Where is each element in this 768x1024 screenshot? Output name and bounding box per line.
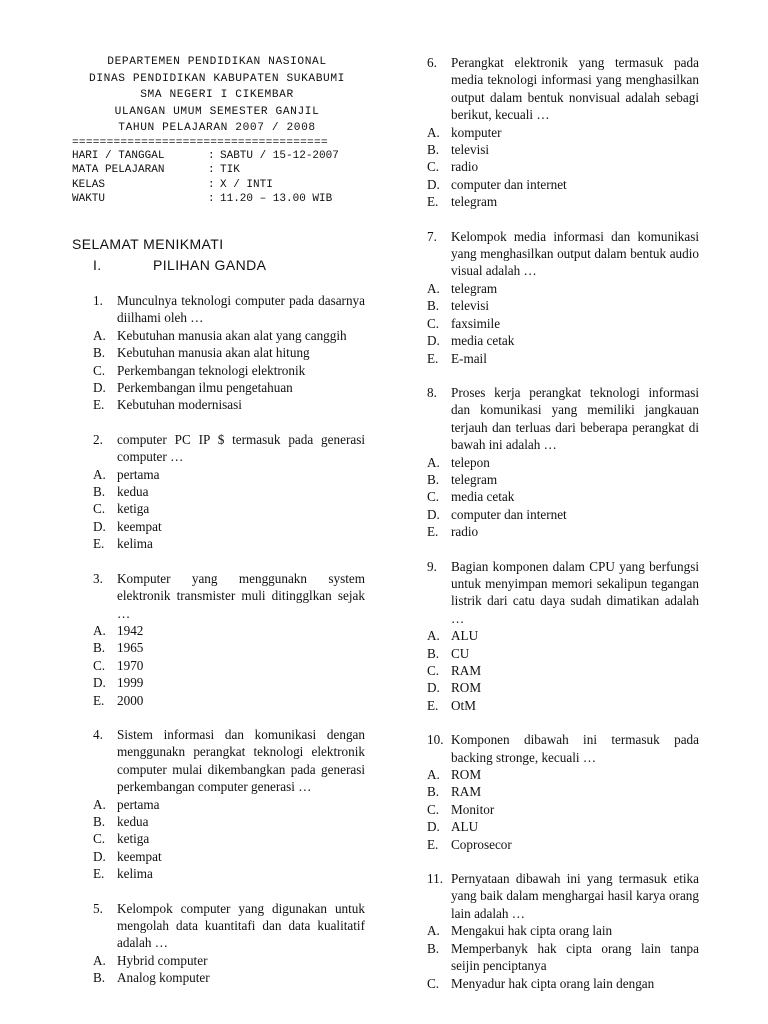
answer-option	[427, 836, 699, 853]
answer-option	[427, 315, 699, 332]
option-text: Perkembangan teknologi elektronik	[117, 362, 306, 378]
answer-option	[427, 124, 699, 141]
question-stem	[427, 228, 699, 280]
question-stem	[427, 558, 699, 628]
info-colon: :	[208, 178, 215, 191]
answer-option	[427, 297, 699, 314]
answer-option	[93, 848, 365, 865]
info-value: TIK	[220, 164, 240, 176]
option-letter: B.	[93, 345, 106, 361]
option-letter: D.	[93, 380, 106, 396]
option-text: computer dan internet	[451, 506, 567, 522]
answer-option	[93, 327, 365, 344]
answer-option	[93, 483, 365, 500]
answer-option	[427, 332, 699, 349]
answer-option	[427, 506, 699, 523]
option-text: ketiga	[117, 501, 150, 517]
question-item	[427, 558, 699, 715]
option-text: telegram	[451, 471, 498, 487]
option-text: Analog komputer	[117, 970, 210, 986]
question-stem	[427, 731, 699, 766]
info-row-subject	[72, 163, 362, 178]
question-stem	[93, 570, 365, 622]
answer-option	[93, 952, 365, 969]
option-text: kelima	[117, 866, 153, 882]
option-text: Kebutuhan manusia akan alat yang canggih	[117, 327, 347, 343]
answer-option	[427, 176, 699, 193]
option-letter: A.	[93, 952, 106, 968]
question-number: 2.	[93, 431, 103, 447]
answer-option	[427, 801, 699, 818]
answer-option	[427, 350, 699, 367]
option-text: 1965	[117, 640, 144, 656]
option-text: computer dan internet	[451, 176, 567, 192]
header-line: DEPARTEMEN PENDIDIKAN NASIONAL	[107, 56, 327, 68]
answer-option	[427, 471, 699, 488]
section-title: PILIHAN GANDA	[153, 257, 267, 273]
option-text: televisi	[451, 142, 490, 158]
exam-header	[72, 54, 362, 207]
option-letter: D.	[427, 819, 440, 835]
option-text: 1942	[117, 622, 144, 638]
question-item	[427, 731, 699, 853]
section-number: I.	[93, 257, 102, 273]
answer-option	[93, 500, 365, 517]
question-number: 5.	[93, 900, 103, 916]
option-text: 1970	[117, 657, 144, 673]
option-letter: B.	[427, 645, 440, 661]
question-item	[93, 900, 365, 987]
option-text: telepon	[451, 454, 490, 470]
question-item	[427, 228, 699, 367]
info-label: MATA PELAJARAN	[72, 164, 165, 176]
option-letter: E.	[427, 697, 439, 713]
option-text: radio	[451, 159, 479, 175]
answer-option	[93, 657, 365, 674]
option-text: Mengakui hak cipta orang lain	[451, 923, 613, 939]
info-row-time	[72, 192, 362, 207]
answer-option	[93, 466, 365, 483]
option-letter: A.	[93, 622, 106, 638]
option-text: ketiga	[117, 831, 150, 847]
option-text: pertama	[117, 466, 160, 482]
question-text: Kelompok computer yang digunakan untuk mengolah data kuantitafi dan data kualitatif adalah …	[117, 900, 365, 951]
option-text: E-mail	[451, 350, 487, 366]
question-text: Komponen dibawah ini termasuk pada backing stronge, kecuali …	[451, 732, 699, 765]
option-text: Perkembangan ilmu pengetahuan	[117, 380, 293, 396]
answer-option	[427, 766, 699, 783]
option-text: RAM	[451, 784, 482, 800]
answer-option	[427, 280, 699, 297]
option-text: pertama	[117, 796, 160, 812]
option-letter: B.	[93, 484, 106, 500]
option-text: keempat	[117, 518, 162, 534]
info-value: 11.20 – 13.00 WIB	[220, 193, 333, 205]
info-colon: :	[208, 164, 215, 176]
option-letter: A.	[93, 796, 106, 812]
option-letter: D.	[427, 680, 440, 696]
option-text: ROM	[451, 767, 482, 783]
option-text: radio	[451, 524, 479, 540]
answer-option	[93, 692, 365, 709]
option-text: televisi	[451, 298, 490, 314]
question-stem	[93, 726, 365, 796]
questions-column-right	[427, 54, 699, 1009]
info-value: X / INTI	[220, 178, 273, 191]
option-letter: B.	[93, 970, 106, 986]
answer-option	[427, 488, 699, 505]
answer-option	[93, 344, 365, 361]
option-text: media cetak	[451, 489, 515, 505]
answer-option	[427, 679, 699, 696]
option-letter: C.	[427, 975, 440, 991]
option-letter: A.	[93, 466, 106, 482]
info-value: SABTU / 15-12-2007	[220, 149, 339, 162]
answer-option	[427, 662, 699, 679]
question-text: Komputer yang menggunakn system elektronik transmister muli ditingglkan sejak …	[117, 570, 365, 621]
option-letter: D.	[93, 848, 106, 864]
option-letter: A.	[427, 454, 440, 470]
question-item	[427, 870, 699, 992]
option-letter: E.	[93, 536, 105, 552]
option-letter: E.	[427, 350, 439, 366]
option-text: ALU	[451, 628, 479, 644]
header-divider: =====================================	[72, 136, 328, 149]
question-text: computer PC IP $ termasuk pada generasi computer …	[117, 431, 365, 465]
question-stem	[427, 870, 699, 922]
answer-option	[93, 396, 365, 413]
answer-option	[427, 193, 699, 210]
info-label: WAKTU	[72, 193, 106, 205]
question-number: 11.	[427, 871, 443, 887]
option-text: RAM	[451, 663, 482, 678]
info-row-class	[72, 178, 362, 193]
answer-option	[427, 158, 699, 175]
question-number: 1.	[93, 293, 103, 308]
option-text: Memperbanyk hak cipta orang lain tanpa seijin penciptanya	[451, 940, 699, 974]
greeting-text: SELAMAT MENIKMATI	[72, 236, 224, 252]
option-letter: C.	[427, 663, 440, 678]
option-text: ROM	[451, 680, 482, 696]
question-item	[93, 292, 365, 414]
option-letter: A.	[427, 767, 440, 783]
answer-option	[427, 523, 699, 540]
option-letter: E.	[93, 866, 105, 882]
question-text: Sistem informasi dan komunikasi dengan menggunakn perangkat teknologi elektronik computer mulai dikembangkan pada generasi perkembangan computer generasi …	[117, 726, 365, 795]
question-text: Pernyataan dibawah ini yang termasuk etika yang baik dalam menghargai hasil karya orang lain adalah …	[451, 871, 699, 921]
answer-option	[427, 975, 699, 992]
question-number: 7.	[427, 228, 437, 244]
option-letter: E.	[427, 194, 439, 210]
header-line: SMA NEGERI I CIKEMBAR	[140, 89, 294, 101]
answer-option	[427, 818, 699, 835]
question-text: Munculnya teknologi computer pada dasarnya diilhami oleh …	[117, 293, 365, 326]
question-stem	[93, 292, 365, 327]
question-stem	[93, 900, 365, 952]
option-text: telegram	[451, 280, 498, 296]
option-text: 1999	[117, 675, 144, 691]
question-number: 10.	[427, 732, 444, 748]
answer-option	[93, 639, 365, 656]
question-number: 8.	[427, 384, 437, 400]
option-letter: E.	[427, 836, 439, 852]
info-label: KELAS	[72, 178, 106, 191]
answer-option	[427, 141, 699, 158]
info-row-day-date	[72, 149, 362, 164]
answer-option	[93, 865, 365, 882]
option-letter: C.	[93, 362, 106, 378]
option-text: komputer	[451, 124, 502, 140]
question-item	[427, 54, 699, 211]
option-text: Kebutuhan manusia akan alat hitung	[117, 345, 310, 361]
question-stem	[427, 384, 699, 454]
header-line: TAHUN PELAJARAN 2007 / 2008	[118, 122, 316, 134]
option-letter: D.	[427, 176, 440, 192]
option-letter: B.	[427, 298, 440, 314]
option-text: Coprosecor	[451, 836, 512, 852]
option-letter: E.	[427, 524, 439, 540]
answer-option	[93, 535, 365, 552]
option-text: 2000	[117, 692, 144, 708]
option-letter: C.	[427, 801, 440, 817]
option-text: faxsimile	[451, 315, 501, 331]
question-text: Bagian komponen dalam CPU yang berfungsi untuk menyimpan memori sekalipun tegangan listrik dari catu daya sudah dimatikan adalah …	[451, 558, 699, 626]
question-item	[93, 726, 365, 883]
option-text: media cetak	[451, 333, 515, 349]
question-text: Perangkat elektronik yang termasuk pada media teknologi informasi yang menghasilkan output dalam bentuk nonvisual adalah sebagi berikut, kecuali …	[451, 55, 699, 123]
option-text: ALU	[451, 819, 479, 835]
option-text: CU	[451, 645, 470, 661]
option-letter: D.	[93, 675, 106, 691]
answer-option	[427, 645, 699, 662]
question-item	[93, 570, 365, 709]
option-letter: A.	[93, 327, 106, 343]
option-text: kedua	[117, 484, 149, 500]
option-letter: B.	[427, 940, 440, 956]
option-letter: D.	[93, 518, 106, 534]
info-label: HARI / TANGGAL	[72, 149, 165, 162]
question-stem	[427, 54, 699, 124]
question-item	[427, 384, 699, 541]
info-colon: :	[208, 149, 215, 162]
option-letter: E.	[93, 692, 105, 708]
option-text: keempat	[117, 848, 162, 864]
option-letter: B.	[93, 640, 106, 656]
info-colon: :	[208, 193, 215, 205]
answer-option	[427, 940, 699, 975]
question-stem	[93, 431, 365, 466]
answer-option	[427, 783, 699, 800]
option-letter: C.	[427, 315, 440, 331]
option-text: kedua	[117, 813, 149, 829]
option-text: telegram	[451, 194, 498, 210]
option-letter: C.	[93, 501, 106, 517]
answer-option	[93, 813, 365, 830]
questions-column-left	[93, 292, 365, 1004]
question-number: 6.	[427, 55, 437, 70]
option-letter: C.	[93, 831, 106, 847]
question-text: Kelompok media informasi dan komunikasi yang menghasilkan output dalam bentuk audio visual adalah …	[451, 228, 699, 279]
question-number: 3.	[93, 570, 103, 586]
option-letter: B.	[427, 471, 440, 487]
option-letter: B.	[427, 784, 440, 800]
option-letter: A.	[427, 628, 440, 644]
answer-option	[93, 674, 365, 691]
answer-option	[427, 922, 699, 939]
answer-option	[93, 379, 365, 396]
option-letter: B.	[93, 813, 106, 829]
option-letter: E.	[93, 397, 105, 413]
answer-option	[93, 362, 365, 379]
section-heading	[93, 257, 266, 273]
answer-option	[93, 796, 365, 813]
option-letter: D.	[427, 506, 440, 522]
question-number: 9.	[427, 558, 437, 574]
option-text: Menyadur hak cipta orang lain dengan	[451, 975, 655, 991]
option-letter: A.	[427, 923, 440, 939]
option-letter: C.	[427, 159, 440, 175]
answer-option	[93, 518, 365, 535]
answer-option	[93, 622, 365, 639]
question-item	[93, 431, 365, 553]
answer-option	[427, 697, 699, 714]
option-text: Kebutuhan modernisasi	[117, 397, 242, 413]
question-number: 4.	[93, 726, 103, 742]
header-line: ULANGAN UMUM SEMESTER GANJIL	[114, 105, 320, 118]
option-text: Hybrid computer	[117, 952, 208, 968]
option-letter: A.	[427, 124, 440, 140]
option-text: Monitor	[451, 801, 495, 817]
option-letter: D.	[427, 333, 440, 349]
option-letter: A.	[427, 280, 440, 296]
answer-option	[427, 627, 699, 644]
header-line: DINAS PENDIDIKAN KABUPATEN SUKABUMI	[89, 72, 345, 85]
option-text: OtM	[451, 697, 476, 713]
answer-option	[427, 454, 699, 471]
option-letter: C.	[427, 489, 440, 505]
answer-option	[93, 969, 365, 986]
option-letter: C.	[93, 657, 106, 673]
option-text: kelima	[117, 536, 153, 552]
option-letter: B.	[427, 142, 440, 158]
question-text: Proses kerja perangkat teknologi informasi dan komunikasi yang memiliki jangkauan terjauh dan terluas dari beberapa perangkat di bawah ini adalah …	[451, 384, 699, 453]
answer-option	[93, 830, 365, 847]
